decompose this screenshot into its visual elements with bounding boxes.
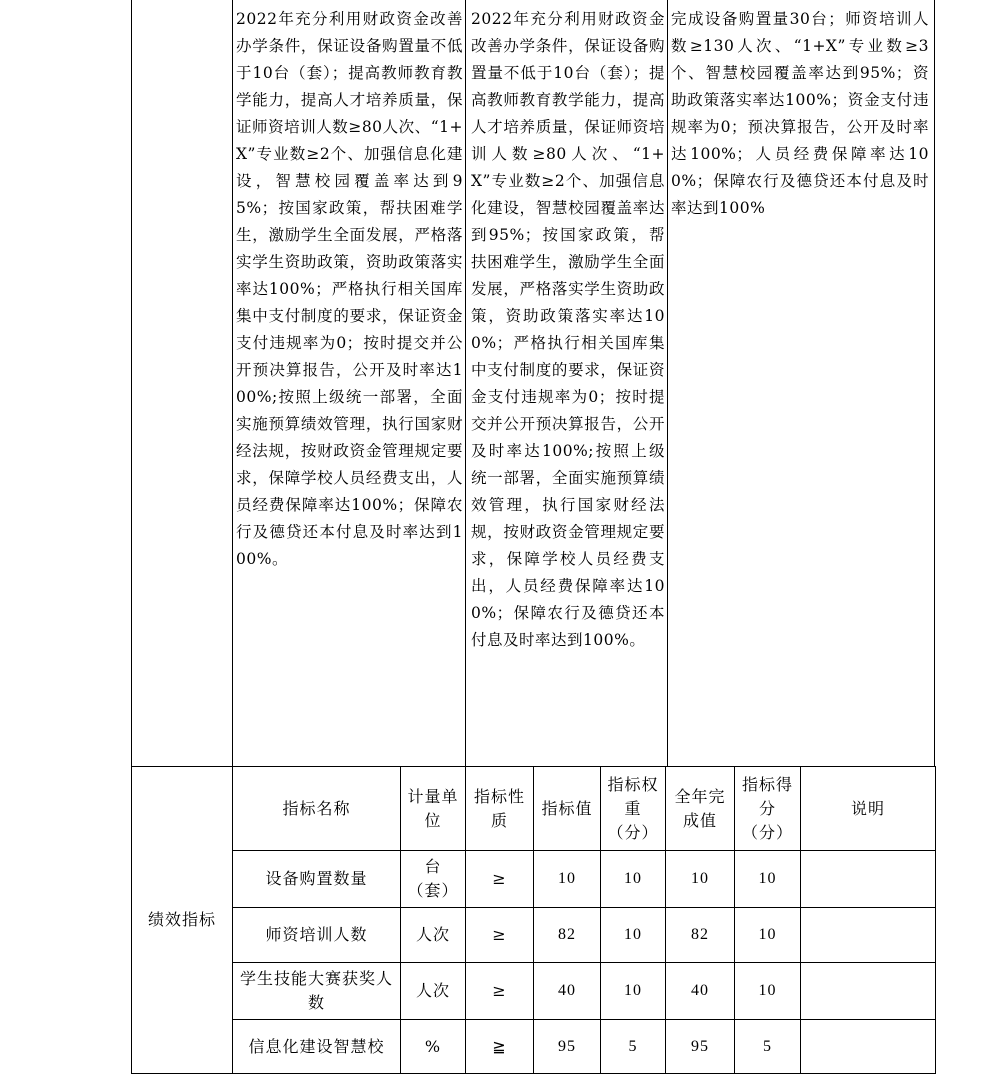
value-cell: 82	[534, 908, 601, 963]
header-unit: 计量单位	[401, 767, 466, 851]
performance-indicator-table	[131, 766, 936, 1074]
indicator-name-cell: 学生技能大赛获奖人数	[233, 963, 401, 1020]
weight-cell: 10	[601, 908, 666, 963]
nature-cell: ≥	[466, 908, 534, 963]
table-header-row	[132, 767, 936, 851]
unit-cell: 人次	[401, 963, 466, 1020]
column-divider	[465, 0, 466, 766]
table-row	[132, 908, 936, 963]
header-indicator-name: 指标名称	[233, 767, 401, 851]
score-cell: 10	[735, 851, 801, 908]
header-actual: 全年完成值	[666, 767, 735, 851]
score-cell: 10	[735, 908, 801, 963]
weight-cell: 5	[601, 1020, 666, 1074]
actual-cell: 82	[666, 908, 735, 963]
weight-cell: 10	[601, 963, 666, 1020]
indicator-name-cell: 设备购置数量	[233, 851, 401, 908]
header-value: 指标值	[534, 767, 601, 851]
nature-cell: ≥	[466, 851, 534, 908]
performance-section-label: 绩效指标	[132, 767, 233, 1074]
indicator-name-cell: 信息化建设智慧校	[233, 1020, 401, 1074]
unit-cell: 人次	[401, 908, 466, 963]
value-cell: 95	[534, 1020, 601, 1074]
note-cell	[801, 908, 936, 963]
value-cell: 10	[534, 851, 601, 908]
completion-status-text: 完成设备购置量30台；师资培训人数≥130人次、“1+X”专业数≥3个、智慧校园覆盖率达到95%；资助政策落实率达100%；资金支付违规率为0；预决算报告，公开及时率达100%；人员经费保障率达100%；保障农行及德贷还本付息及时率达到100%	[671, 10, 929, 217]
column-divider	[667, 0, 668, 766]
column-divider	[232, 0, 233, 766]
weight-cell: 10	[601, 851, 666, 908]
header-note: 说明	[801, 767, 936, 851]
value-cell: 40	[534, 963, 601, 1020]
actual-cell: 10	[666, 851, 735, 908]
targets-section	[131, 0, 935, 766]
table-row	[132, 851, 936, 908]
unit-cell: %	[401, 1020, 466, 1074]
header-nature: 指标性质	[466, 767, 534, 851]
unit-cell: 台（套）	[401, 851, 466, 908]
score-cell: 5	[735, 1020, 801, 1074]
indicator-name-cell: 师资培训人数	[233, 908, 401, 963]
annual-target-text: 2022年充分利用财政资金改善办学条件，保证设备购置量不低于10台（套）；提高教师教育教学能力，提高人才培养质量，保证师资培训人数≥80人次、“1+X”专业数≥2个、加强信息化建设，智慧校园覆盖率达到95%；按国家政策，帮扶困难学生，激励学生全面发展，严格落实学生资助政策，资助政策落实率达100%；严格执行相关国库集中支付制度的要求，保证资金支付违规率为0；按时提交并公开预决算报告，公开及时率达100%;按照上级统一部署，全面实施预算绩效管理，执行国家财经法规，按财政资金管理规定要求，保障学校人员经费支出，人员经费保障率达100%；保障农行及德贷还本付息及时率达到100%。	[236, 10, 463, 568]
score-cell: 10	[735, 963, 801, 1020]
header-score: 指标得分（分）	[735, 767, 801, 851]
note-cell	[801, 963, 936, 1020]
nature-cell: ≥	[466, 963, 534, 1020]
actual-cell: 95	[666, 1020, 735, 1074]
note-cell	[801, 851, 936, 908]
adjusted-target-text: 2022年充分利用财政资金改善办学条件，保证设备购置量不低于10台（套）；提高教师教育教学能力，提高人才培养质量，保证师资培训人数≥80人次、“1+X”专业数≥2个、加强信息化建设，智慧校园覆盖率达到95%；按国家政策，帮扶困难学生，激励学生全面发展，严格落实学生资助政策，资助政策落实率达100%；严格执行相关国库集中支付制度的要求，保证资金支付违规率为0；按时提交并公开预决算报告，公开及时率达100%;按照上级统一部署，全面实施预算绩效管理，执行国家财经法规，按财政资金管理规定要求，保障学校人员经费支出，人员经费保障率达100%；保障农行及德贷还本付息及时率达到100%。	[471, 10, 665, 649]
table-row	[132, 963, 936, 1020]
nature-cell: ≧	[466, 1020, 534, 1074]
note-cell	[801, 1020, 936, 1074]
header-weight: 指标权重（分）	[601, 767, 666, 851]
actual-cell: 40	[666, 963, 735, 1020]
table-row	[132, 1020, 936, 1074]
